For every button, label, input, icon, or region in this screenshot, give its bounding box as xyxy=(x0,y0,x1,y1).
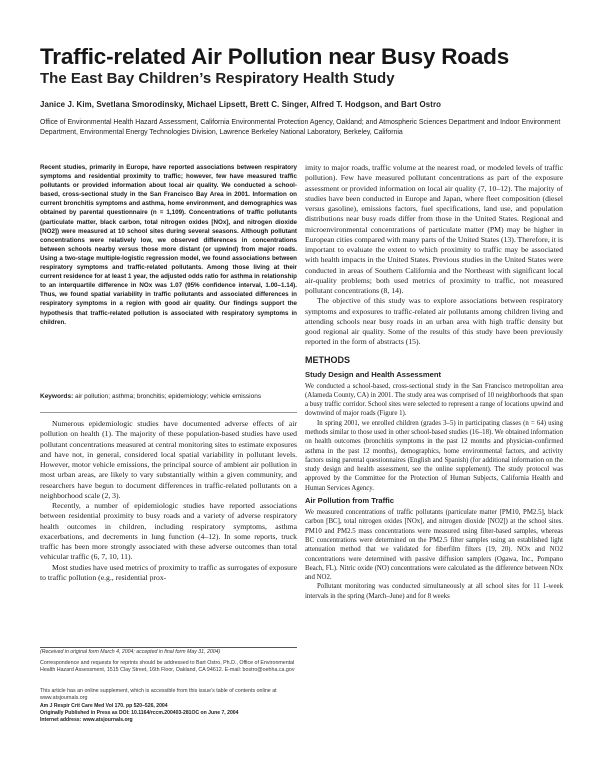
footnote-divider xyxy=(40,647,297,648)
journal-line-3: Internet address: www.atsjournals.org xyxy=(40,717,133,723)
author-list: Janice J. Kim, Svetlana Smorodinsky, Michael Lipsett, Brett C. Singer, Alfred T. Hodgson, and Bart Ostro xyxy=(40,100,442,109)
online-supplement-note: This article has an online supplement, which is accessible from this issue’s table of contents online at www.atsjournals.org xyxy=(40,688,277,701)
design-heading: Study Design and Health Assessment xyxy=(305,369,442,379)
intro-paragraph-3: Most studies have used metrics of proximity to traffic as surrogates of exposure to traffic pollution (e.g., residential prox- xyxy=(40,562,297,582)
keywords xyxy=(40,392,297,401)
article-subtitle: The East Bay Children’s Respiratory Health Study xyxy=(40,70,395,87)
intro-paragraph-2: Recently, a number of epidemiologic studies have reported associations between residential proximity to busy roads and a variety of adverse respiratory health outcomes in children, including respiratory symptoms, asthma exacerbations, and decrements in lung function (4–12). In some reports, truck traffic has been more strongly associated with these adverse outcomes than total vehicular traffic (6, 7, 10, 11). xyxy=(40,501,297,562)
pollution-paragraph-2: Pollutant monitoring was conducted simultaneously at all school sites for 11 1-week intervals in the spring (March–June) and for 8 weeks xyxy=(305,583,563,600)
abstract-divider xyxy=(40,412,297,413)
introduction-left-column xyxy=(40,419,297,583)
journal-citation xyxy=(40,703,297,724)
design-paragraph-1: We conducted a school-based, cross-sectional study in the San Francisco metropolitan area (Alameda County, CA) in 2001. The study area was comprised of 10 neighborhoods that span a busy traffic corridor. School sites were selected to represent a range of locations upwind and downwind of major roads (Figure 1). xyxy=(305,382,563,418)
correspondence-note: Correspondence and requests for reprints should be addressed to Bart Ostro, Ph.D., Office of Environmental Health Hazard Assessment, 1515 Clay Street, 16th Floor, Oakland, CA 94612. E-mail: bostro@oehha.ca.gov xyxy=(40,660,295,673)
pollution-paragraph-1: We measured concentrations of traffic pollutants (particulate matter [PM10, PM2.5], black carbon [BC], total nitrogen oxides [NOx], and nitrogen dioxide [NO2]) at the school sites. PM10 and PM2.5 mass concentrations were measured using filter-based samples, whereas BC concentrations were determined on the PM2.5 filter samples using an established light attenuation method that we validated for fiberfilm filters (19, 20). NOx and NO2 concentrations were determined with passive diffusion samplers (Ogawa, Inc., Pompano Beach, FL). Nitric oxide (NO) concentrations were calculated as the difference between NOx and NO2. xyxy=(305,509,563,582)
keywords-text: air pollution; asthma; bronchitis; epidemiology; vehicle emissions xyxy=(75,393,262,400)
keywords-label: Keywords: xyxy=(40,393,74,400)
right-column xyxy=(305,163,563,601)
abstract: Recent studies, primarily in Europe, have reported associations between respiratory symptoms and residential proximity to traffic; however, few have measured traffic pollutants or provided information about local air quality. We conducted a school-based, cross-sectional study in the San Francisco Bay Area in 2001. Information on current bronchitis symptoms and asthma, home environment, and demographics was obtained by parental questionnaire (n = 1,109). Concentrations of traffic pollutants (particulate matter, black carbon, total nitrogen oxides [NOx], and nitrogen dioxide [NO2]) were measured at 10 school sites during several seasons. Although pollutant concentrations were relatively low, we observed differences in concentrations between schools nearby versus those more distant (or upwind) from major roads. Using a two-stage multiple-logistic regression model, we found associations between respiratory symptoms and traffic-related pollutants. Among those living at their current residence for at least 1 year, the adjusted odds ratio for asthma in relationship to an interquartile difference in NOx was 1.07 (95% confidence interval, 1.00–1.14). Thus, we found spatial variability in traffic pollutants and associated differences in respiratory symptoms in a region with good air quality. Our findings support the hypothesis that traffic-related pollution is associated with respiratory symptoms in children. xyxy=(40,164,297,326)
intro-paragraph-1: Numerous epidemiologic studies have documented adverse effects of air pollution on health (1). The majority of these population-based studies have used pollutant concentrations measured at central monitoring sites to estimate exposures and have not, in general, considered local spatial variability in pollutant levels. However, motor vehicle emissions, the principal source of ambient air pollution in most urban areas, are likely to vary substantially within a given community, and researchers have begun to document differences in traffic-related pollutants on a neighborhood scale (2, 3). xyxy=(40,419,297,500)
affiliations: Office of Environmental Health Hazard Assessment, California Environmental Protection Agency, Oakland; and Atmospheric Sciences Department and Indoor Environment Department, Environmental Energy Technologies Division, Lawrence Berkeley National Laboratory, Berkeley, California xyxy=(40,119,561,137)
journal-line-1: Am J Respir Crit Care Med Vol 170. pp 520–526, 2004 xyxy=(40,703,168,709)
methods-heading: METHODS xyxy=(305,354,350,365)
pollution-heading: Air Pollution from Traffic xyxy=(305,496,395,506)
journal-line-2: Originally Published in Press as DOI: 10.1164/rccm.200403-281OC on June 7, 2004 xyxy=(40,710,239,716)
intro-continued: imity to major roads, traffic volume at the nearest road, or modeled levels of traffic pollution). Few have measured pollutant concentrations as part of the exposure assessment or provided information on local air quality (7, 10–12). The majority of studies have been conducted in Europe and Japan, where fleet composition (diesel versus gasoline), emissions factors, fuel specifications, land use, and population distributions near busy roads differ from those in the United States. Regional and microenvironmental concentrations of particulate matter (PM) may be higher in European cities compared with many parts of the United States (13). Therefore, it is important to evaluate the extent to which proximity to traffic may be associated with health impacts in the United States. Previous studies in the United States were conducted in areas of Southern California and the Northeast with significant local air-quality problems; both used metrics of proximity to traffic, not measured pollutant concentrations (8, 14). xyxy=(305,163,563,295)
objective-paragraph: The objective of this study was to explore associations between respiratory symptoms and exposures to traffic-related air pollutants among children living and attending schools near busy roads in an urban area with high traffic density but good regional air quality. Some of the results of this study have been previously reported in the form of abstracts (15). xyxy=(305,296,563,347)
design-paragraph-2: In spring 2001, we enrolled children (grades 3–5) in participating classes (n = 64) using methods similar to those used in other school-based studies (16–18). We obtained information on health outcomes (bronchitis symptoms in the past 12 months and physician-confirmed asthma in the past 12 months), demographics, home environmental factors, and activity factors using parental questionnaires (English and Spanish) (for additional information on the study design and health assessment, see the online supplement). The study protocol was approved by the Committee for the Protection of Human Subjects, California Health and Human Services Agency. xyxy=(305,419,563,492)
article-title: Traffic-related Air Pollution near Busy Roads xyxy=(40,44,510,69)
received-dates: (Received in original form March 4, 2004; accepted in final form May 31, 2004) xyxy=(40,649,221,655)
